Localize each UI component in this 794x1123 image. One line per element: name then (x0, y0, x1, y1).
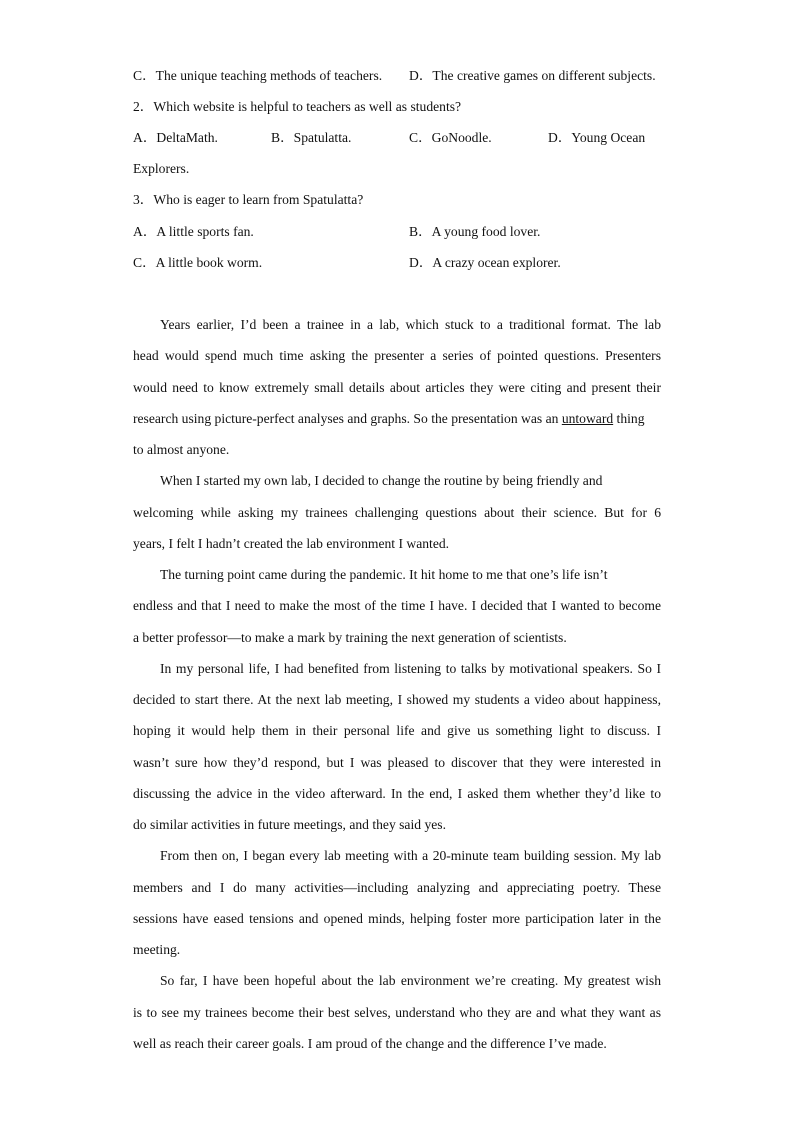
passage-p1-line: to almost anyone. (133, 442, 230, 457)
q1-option-c: C．The unique teaching methods of teachers. (133, 68, 383, 83)
passage-p6-line: is to see my trainees become their best selves, understand who they are and what they want as (133, 1005, 661, 1020)
q2-option-d: D．Young Ocean (548, 130, 646, 145)
passage-p2-line: welcoming while asking my trainees challenging questions about their science. But for 6 (133, 505, 661, 520)
passage-p6-line: So far, I have been hopeful about the lab environment we’re creating. My greatest wish (160, 973, 661, 988)
q2-option-d-continued: Explorers. (133, 161, 190, 176)
passage-p4-line: decided to start there. At the next lab meeting, I showed my students a video about happiness, (133, 692, 661, 707)
passage-p3-line: a better professor—to make a mark by training the next generation of scientists. (133, 630, 567, 645)
q3-option-c: C．A little book worm. (133, 255, 263, 270)
q1-option-d: D．The creative games on different subjects. (409, 68, 656, 83)
q3-option-b: B．A young food lover. (409, 224, 541, 239)
passage-p1-line: would need to know extremely small details about articles they were citing and present their (133, 380, 661, 395)
passage-p6-line: well as reach their career goals. I am proud of the change and the difference I’ve made. (133, 1036, 607, 1051)
passage-p4-line: In my personal life, I had benefited from listening to talks by motivational speakers. So I (160, 661, 661, 676)
passage-p4-line: do similar activities in future meetings, and they said yes. (133, 817, 446, 832)
passage-p2-line: When I started my own lab, I decided to change the routine by being friendly and (160, 473, 603, 488)
passage-p5-line: members and I do many activities—including analyzing and appreciating poetry. These (133, 880, 661, 895)
passage-p3-line: The turning point came during the pandemic. It hit home to me that one’s life isn’t (160, 567, 608, 582)
passage-p5-line: meeting. (133, 942, 181, 957)
q2-option-a: A．DeltaMath. (133, 130, 218, 145)
passage-p4-line: wasn’t sure how they’d respond, but I was pleased to discover that they were interested in (133, 755, 661, 770)
q2-option-c: C．GoNoodle. (409, 130, 492, 145)
underlined-word: untoward (561, 411, 614, 426)
q3-option-d: D．A crazy ocean explorer. (409, 255, 561, 270)
passage-p5-line: sessions have eased tensions and opened minds, helping foster more participation later in the (133, 911, 661, 926)
passage-p1-line: Years earlier, I’d been a trainee in a lab, which stuck to a traditional format. The lab (160, 317, 661, 332)
passage-p1-line (133, 410, 661, 428)
q3-option-a: A．A little sports fan. (133, 224, 254, 239)
passage-p4-line: discussing the advice in the video afterward. In the end, I asked them whether they’d like to (133, 786, 661, 801)
passage-p1-line: head would spend much time asking the presenter a series of pointed questions. Presenters (133, 348, 661, 363)
q3-stem: 3．Who is eager to learn from Spatulatta? (133, 192, 364, 207)
q2-stem: 2．Which website is helpful to teachers as well as students? (133, 99, 462, 114)
q2-option-b: B．Spatulatta. (271, 130, 352, 145)
passage-text: thing (613, 411, 645, 426)
passage-p4-line: hoping it would help them in their personal life and give us something light to discuss. I (133, 723, 661, 738)
passage-p2-line: years, I felt I hadn’t created the lab environment I wanted. (133, 536, 450, 551)
passage-p3-line: endless and that I need to make the most of the time I have. I decided that I wanted to become (133, 598, 661, 613)
passage-p5-line: From then on, I began every lab meeting with a 20-minute team building session. My lab (160, 848, 661, 863)
passage-text: research using picture-perfect analyses and graphs. So the presentation was an (133, 411, 562, 426)
